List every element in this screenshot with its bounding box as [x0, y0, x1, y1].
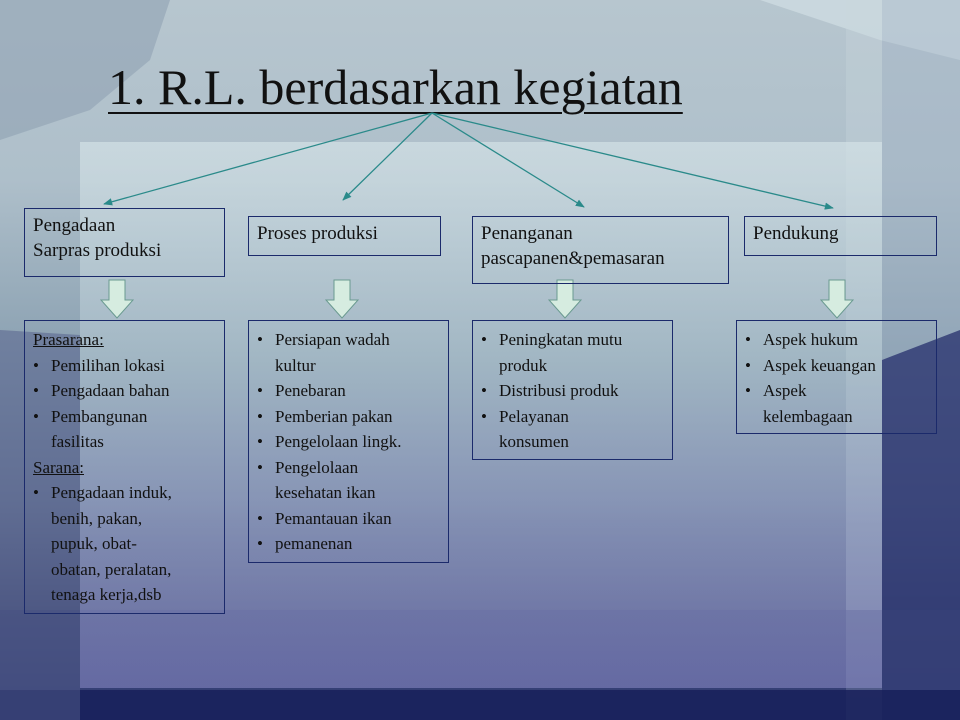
- list-item: • Pemberian pakan: [257, 404, 440, 430]
- list-item: [257, 327, 440, 378]
- category-pendukung: [744, 216, 937, 256]
- list-item: • Pengelolaan lingk.: [257, 429, 440, 455]
- down-arrow-icon: [821, 280, 853, 318]
- list-item: • Pemilihan lokasi: [33, 353, 216, 379]
- sarana-list: [33, 480, 216, 608]
- penanganan-list: [481, 327, 664, 455]
- down-arrow-icon: [101, 280, 133, 318]
- list-item-line: kelembagaan: [763, 406, 853, 426]
- category-label-line1: Pendukung: [753, 223, 839, 244]
- list-item-line: kesehatan ikan: [275, 483, 376, 502]
- arrow-to-pendukung: [432, 113, 833, 208]
- list-item: • pemanenan: [257, 531, 440, 557]
- list-item-line: konsumen: [499, 432, 569, 451]
- down-arrow-icon: [326, 280, 358, 318]
- list-item-line: Pembangunan: [51, 406, 148, 426]
- arrow-to-proses: [343, 113, 432, 200]
- arrow-to-penanganan: [432, 113, 584, 207]
- pendukung-list: [745, 327, 928, 429]
- category-pengadaan: [24, 208, 225, 277]
- list-item-line: benih, pakan,: [51, 508, 143, 528]
- list-item: • Aspek hukum: [745, 327, 928, 353]
- category-penanganan: [472, 216, 729, 284]
- detail-proses: [248, 320, 449, 563]
- category-label-line2: Sarpras produksi: [33, 240, 162, 261]
- list-item-line: tenaga kerja,dsb: [51, 585, 162, 604]
- list-item: • Penebaran: [257, 378, 440, 404]
- list-item: • Distribusi produk: [481, 378, 664, 404]
- detail-penanganan: [472, 320, 673, 460]
- slide-title: 1. R.L. berdasarkan kegiatan: [108, 59, 683, 115]
- list-item-line: kultur: [275, 355, 316, 375]
- list-item: [257, 455, 440, 506]
- category-label-line2: pascapanen&pemasaran: [481, 248, 665, 269]
- list-item-line: produk: [499, 355, 548, 375]
- list-item: • Aspek keuangan: [745, 353, 928, 379]
- detail-pendukung: [736, 320, 937, 434]
- list-item-line: Aspek: [763, 381, 807, 400]
- category-label-line1: Proses produksi: [257, 223, 378, 244]
- list-item-line: obatan, peralatan,: [51, 559, 172, 579]
- prasarana-heading: Prasarana:: [33, 330, 104, 349]
- proses-list: [257, 327, 440, 557]
- sarana-heading: Sarana:: [33, 457, 84, 477]
- list-item-line: Pengelolaan: [275, 457, 359, 477]
- list-item-line: fasilitas: [51, 432, 104, 451]
- category-proses: [248, 216, 441, 256]
- list-item-line: Peningkatan mutu: [499, 330, 623, 349]
- down-arrow-icon: [549, 280, 581, 318]
- category-label-line1: Pengadaan: [33, 215, 116, 236]
- list-item: [33, 480, 216, 608]
- list-item-line: Persiapan wadah: [275, 330, 390, 349]
- arrow-to-pengadaan: [104, 113, 432, 204]
- list-item: [745, 378, 928, 429]
- list-item: • Pemantauan ikan: [257, 506, 440, 532]
- list-item: [481, 327, 664, 378]
- prasarana-list: [33, 353, 216, 455]
- list-item: • Pengadaan bahan: [33, 378, 216, 404]
- list-item-line: Pengadaan induk,: [51, 483, 172, 502]
- category-label-line1: Penanganan: [481, 223, 573, 244]
- list-item-line: pupuk, obat-: [51, 534, 137, 553]
- list-item: [33, 404, 216, 455]
- detail-pengadaan: [24, 320, 225, 614]
- list-item-line: Pelayanan: [499, 406, 569, 426]
- list-item: [481, 404, 664, 455]
